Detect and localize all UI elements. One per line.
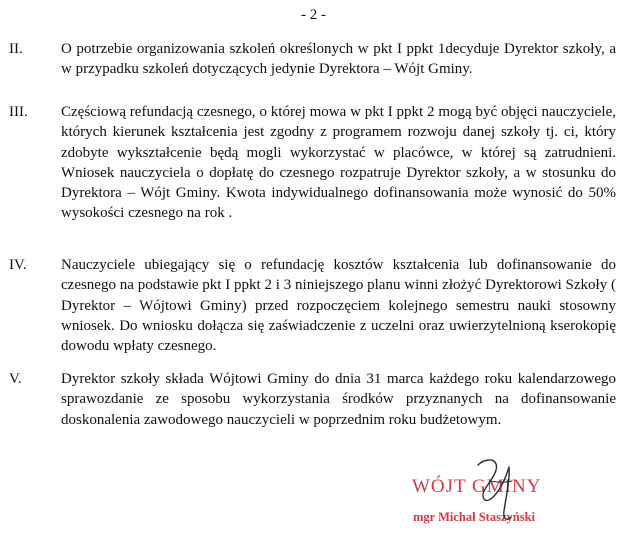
stamp-title: WÓJT GMINY: [412, 476, 542, 497]
highlighted-dash: –: [383, 61, 391, 78]
section-numeral: IV.: [9, 257, 27, 273]
section-text-part: Wójt Gminy.: [390, 61, 473, 78]
official-stamp: [400, 455, 620, 540]
section-text: [61, 39, 616, 80]
section-numeral: II.: [9, 41, 23, 57]
section-text-part: O potrzebie organizowania szkoleń określonych w pkt I ppkt 1decyduje Dyrektor szkoły, a w przypadku szkoleń dotyczących jedynie Dyrektora: [61, 41, 616, 78]
section-text: Częściową refundacją czesnego, o której mowa w pkt I ppkt 2 mogą być objęci nauczyciele, których kierunek kształcenia jest zgodny z programem rozwoju danej szkoły tj. ci, który zdobyte wykształcenie będą mogli wykorzystać w placówce, w której są zatrudnieni. Wniosek nauczyciela o dopłatę do czesnego rozpatruje Dyrektor szkoły, a w stosunku do Dyrektora – Wójt Gminy. Kwota indywidualnego dofinansowania może wynosić do 50% wysokości czesnego na rok .: [61, 104, 616, 222]
page-number: - 2 -: [301, 7, 326, 23]
section-text: Nauczyciele ubiegający się o refundację kosztów kształcenia lub dofinansowanie do czesnego na podstawie pkt I ppkt 2 i 3 niniejszego planu winni złożyć Dyrektorowi Szkoły ( Dyrektor – Wójtowi Gminy) przed rozpoczęciem kolejnego semestru nauki stosowny wniosek. Do wniosku dołącza się zaświadczenie z uczelni oraz uwierzytelnioną kserokopię dowodu wpłaty czesnego.: [61, 257, 616, 355]
stamp-name: mgr Michał Staszyński: [413, 510, 535, 524]
section-numeral: III.: [9, 104, 28, 120]
handwritten-signature: [400, 455, 620, 540]
section-numeral: V.: [9, 371, 22, 387]
section-text: Dyrektor szkoły składa Wójtowi Gminy do dnia 31 marca każdego roku kalendarzowego sprawozdanie ze sposobu wykorzystania środków przyznanych na dofinansowanie doskonalenia zawodowego nauczycieli w poprzednim roku budżetowym.: [61, 371, 616, 428]
